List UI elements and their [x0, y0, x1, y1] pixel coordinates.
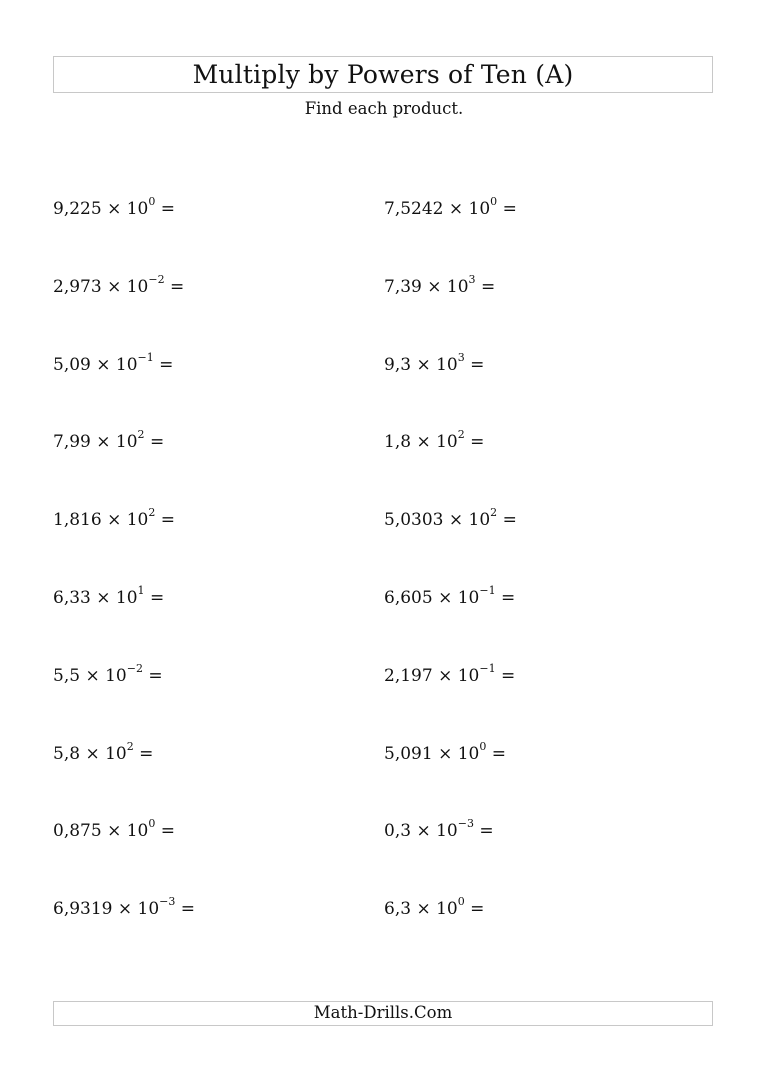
coefficient: 7,5242 [384, 199, 444, 219]
equals-sign: = [149, 588, 165, 608]
coefficient: 5,8 [53, 744, 81, 764]
exponent: 3 [468, 273, 476, 287]
equals-sign: = [160, 199, 176, 219]
problem-19 [53, 895, 196, 919]
exponent: −3 [457, 817, 474, 831]
exponent: 2 [137, 428, 145, 442]
times-ten: × 10 [85, 666, 127, 686]
times-ten: × 10 [438, 744, 480, 764]
footer-text: Math-Drills.Com [313, 1003, 453, 1023]
exponent: 0 [148, 195, 156, 209]
equals-sign: = [149, 432, 165, 452]
problem-7 [53, 428, 165, 452]
times-ten: × 10 [416, 355, 458, 375]
problem-9 [53, 506, 176, 530]
times-ten: × 10 [96, 432, 138, 452]
coefficient: 7,39 [384, 277, 422, 297]
equals-sign: = [160, 510, 176, 530]
times-ten: × 10 [85, 744, 127, 764]
problem-11 [53, 584, 165, 608]
times-ten: × 10 [427, 277, 469, 297]
problem-6 [384, 351, 485, 375]
problem-13 [53, 662, 163, 686]
problem-5 [53, 351, 174, 375]
times-ten: × 10 [416, 821, 458, 841]
exponent: −1 [137, 351, 154, 365]
coefficient: 9,225 [53, 199, 102, 219]
times-ten: × 10 [107, 821, 149, 841]
times-ten: × 10 [107, 277, 149, 297]
page-title: Multiply by Powers of Ten (A) [192, 60, 574, 89]
coefficient: 0,3 [384, 821, 412, 841]
exponent: 2 [457, 428, 465, 442]
exponent: 0 [479, 740, 487, 754]
equals-sign: = [470, 355, 485, 375]
exponent: 3 [457, 351, 465, 365]
exponent: 2 [126, 740, 134, 754]
equals-sign: = [500, 666, 516, 686]
problem-17 [53, 817, 176, 841]
problem-10 [384, 506, 517, 530]
equals-sign: = [502, 199, 517, 219]
coefficient: 6,3 [384, 899, 412, 919]
exponent: −1 [479, 584, 496, 598]
equals-sign: = [160, 821, 176, 841]
exponent: 0 [457, 895, 465, 909]
problem-4 [384, 273, 496, 297]
exponent: −3 [159, 895, 176, 909]
problem-18 [384, 817, 494, 841]
exponent: 1 [137, 584, 145, 598]
equals-sign: = [491, 744, 507, 764]
problem-3 [53, 273, 185, 297]
exponent: −1 [479, 662, 496, 676]
exponent: 2 [148, 506, 156, 520]
coefficient: 5,5 [53, 666, 81, 686]
equals-sign: = [480, 277, 496, 297]
times-ten: × 10 [107, 199, 149, 219]
equals-sign: = [159, 355, 174, 375]
problem-1 [53, 195, 176, 219]
equals-sign: = [139, 744, 154, 764]
problem-15 [53, 740, 154, 764]
coefficient: 2,197 [384, 666, 433, 686]
problem-20 [384, 895, 485, 919]
problem-16 [384, 740, 507, 764]
exponent: 2 [490, 506, 498, 520]
exponent: 0 [148, 817, 156, 831]
coefficient: 5,091 [384, 744, 433, 764]
times-ten: × 10 [117, 899, 160, 919]
exponent: 0 [490, 195, 498, 209]
coefficient: 1,8 [384, 432, 412, 452]
times-ten: × 10 [438, 588, 480, 608]
times-ten: × 10 [448, 510, 491, 530]
equals-sign: = [500, 588, 516, 608]
times-ten: × 10 [96, 588, 138, 608]
coefficient: 6,605 [384, 588, 433, 608]
coefficient: 1,816 [53, 510, 102, 530]
equals-sign: = [180, 899, 196, 919]
equals-sign: = [470, 432, 485, 452]
times-ten: × 10 [438, 666, 480, 686]
times-ten: × 10 [96, 355, 138, 375]
times-ten: × 10 [416, 899, 458, 919]
coefficient: 9,3 [384, 355, 412, 375]
coefficient: 2,973 [53, 277, 102, 297]
equals-sign: = [479, 821, 494, 841]
coefficient: 7,99 [53, 432, 91, 452]
coefficient: 6,33 [53, 588, 91, 608]
equals-sign: = [169, 277, 185, 297]
times-ten: × 10 [448, 199, 491, 219]
coefficient: 5,09 [53, 355, 91, 375]
problem-14 [384, 662, 516, 686]
instructions: Find each product. [304, 99, 464, 118]
problem-2 [384, 195, 517, 219]
problem-12 [384, 584, 516, 608]
equals-sign: = [148, 666, 163, 686]
footer-box [53, 1001, 713, 1026]
coefficient: 6,9319 [53, 899, 113, 919]
exponent: −2 [148, 273, 165, 287]
coefficient: 0,875 [53, 821, 102, 841]
problem-8 [384, 428, 485, 452]
equals-sign: = [470, 899, 485, 919]
times-ten: × 10 [416, 432, 458, 452]
coefficient: 5,0303 [384, 510, 444, 530]
exponent: −2 [126, 662, 143, 676]
times-ten: × 10 [107, 510, 149, 530]
equals-sign: = [502, 510, 517, 530]
